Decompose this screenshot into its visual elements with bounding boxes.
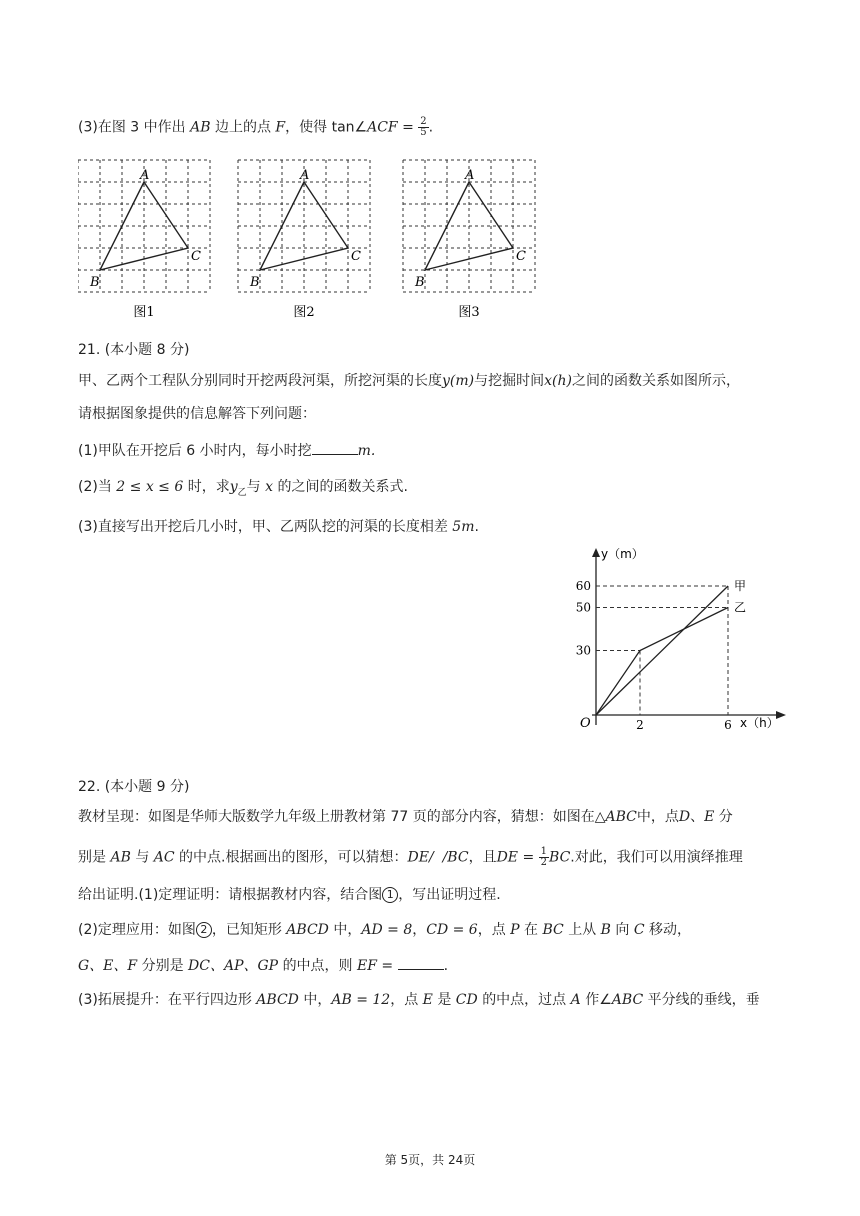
q22-line5: G、E、F 分别是 DC、AP、GP 的中点，则 EF = .: [78, 955, 448, 976]
q22-line4: (2)定理应用：如图 2 ，已知矩形 ABCD 中，AD = 8，CD = 6，点 P 在 BC 上从 B 向 C 移动，: [78, 922, 692, 938]
q22-header: 22. (本小题 9 分): [78, 779, 190, 795]
q21-part3: (3)直接写出开挖后几小时，甲、乙两队挖的河渠的长度相差 5m.: [78, 519, 479, 535]
circled-number-2: 2: [196, 922, 212, 938]
point-label-a: A: [465, 168, 475, 183]
y-tick-label: 60: [575, 579, 591, 593]
grid-figure-2: [238, 160, 370, 320]
page-footer: 第 5页，共 24页: [384, 1153, 476, 1167]
circled-number-1: 1: [382, 887, 398, 903]
q21-part2: (2)当 2 ≤ x ≤ 6 时，求$y_乙$与 x 的之间的函数关系式.: [78, 479, 408, 498]
grid-figure-3: [403, 160, 535, 320]
q21-intro-line1: 甲、乙两个工程队分别同时开挖两段河渠，所挖河渠的长度y(m)与挖掘时间x(h)之间的函数关系如图所示，: [78, 373, 740, 389]
point-label-a: A: [300, 168, 310, 183]
series-line-jia: [596, 586, 728, 715]
digging-length-chart: [560, 545, 790, 735]
point-label-c: C: [516, 249, 526, 264]
y-tick-label: 30: [575, 643, 591, 658]
x-tick-label: 6: [724, 718, 732, 732]
q22-line2: 别是 AB 与 AC 的中点.根据画出的图形，可以猜想：DE/ /BC，且DE = $\frac{1}{2}$ BC.对此，我们可以用演绎推理: [78, 846, 743, 868]
point-label-c: C: [191, 249, 201, 264]
fraction-2-5: $\frac{2}{5}$: [420, 116, 427, 138]
grid-figure-1: [78, 160, 210, 320]
x-tick-label: 2: [636, 718, 644, 732]
series-label: 甲: [734, 579, 747, 593]
figure-caption: 图2: [293, 305, 315, 320]
point-label-a: A: [140, 168, 150, 183]
series-line-yi: [596, 608, 728, 716]
point-label-c: C: [351, 249, 361, 264]
q21-intro-line2: 请根据图象提供的信息解答下列问题：: [78, 406, 316, 422]
q21-part1: (1)甲队在开挖后 6 小时内，每小时挖 m.: [78, 440, 375, 461]
q22-line3: 给出证明.(1)定理证明：请根据教材内容，结合图 1 ，写出证明过程.: [78, 887, 501, 903]
q21-header: 21. (本小题 8 分): [78, 342, 190, 358]
q20-part3-text: (3)在图 3 中作出 AB 边上的点 F，使得 tan∠ACF = $\frac{2}{5}$ .: [78, 116, 434, 138]
answer-blank: [398, 955, 444, 970]
point-label-b: B: [250, 275, 260, 290]
point-label-b: B: [90, 275, 100, 290]
y-axis-arrow: [592, 548, 600, 557]
origin-label: O: [580, 716, 591, 731]
figure-caption: 图1: [133, 305, 155, 320]
figure-caption: 图3: [458, 305, 480, 320]
y-tick-label: 50: [575, 600, 591, 615]
answer-blank: [312, 440, 358, 455]
q22-line6: (3)拓展提升：在平行四边形 ABCD 中，AB = 12，点 E 是 CD 的中点，过点 A 作∠ABC 平分线的垂线，垂: [78, 992, 760, 1008]
series-label: 乙: [734, 600, 747, 615]
y-axis-label: y（m）: [601, 547, 644, 561]
point-label-b: B: [415, 275, 425, 290]
q22-line1: 教材呈现：如图是华师大版数学九年级上册教材第 77 页的部分内容，猜想：如图在△ABC中，点D、E 分: [78, 809, 733, 825]
x-axis-label: x（h）: [740, 716, 779, 730]
triangle-grid-figures: [78, 155, 638, 325]
fraction-1-2: $\frac{1}{2}$: [540, 846, 548, 868]
